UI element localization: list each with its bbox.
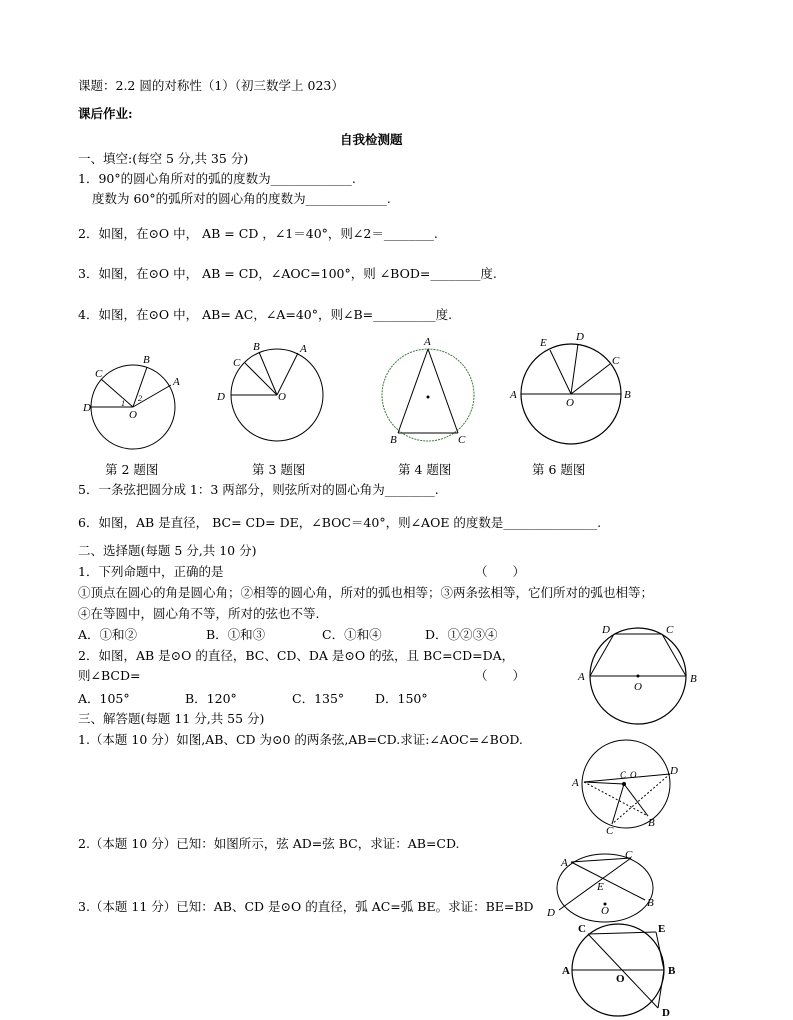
question-1b: 度数为 60°的弧所对的圆心角的度数为_____________. <box>92 191 391 206</box>
mc-q2-option-d: D．150° <box>375 691 428 706</box>
mc-question-1-paren: （ ） <box>475 564 526 579</box>
trap-label-a: A <box>578 671 585 683</box>
question-4: 4．如图，在⊙O 中， AB= AC，∠A=40°，则∠B=__________度. <box>78 307 453 322</box>
mc-q2-option-b: B．120° <box>185 691 237 706</box>
fig6-label-o: O <box>566 397 574 409</box>
p2-label-a: A <box>561 857 568 869</box>
p1-label-d: D <box>670 765 678 777</box>
figure-4 <box>378 335 478 447</box>
fig2-label-2: 2 <box>138 394 142 403</box>
p1-label-a: A <box>572 777 579 789</box>
p2-label-c: C <box>625 849 633 861</box>
fig2-label-a: A <box>173 376 180 388</box>
fig3-label-b: B <box>253 341 260 353</box>
figure-trapezoid <box>578 620 708 730</box>
trap-label-o: O <box>634 681 642 693</box>
question-5: 5．一条弦把圆分成 1：3 两部分，则弦所对的圆心角为________. <box>78 482 439 497</box>
trap-label-d: D <box>602 624 610 636</box>
figure-proof-3 <box>560 918 690 1018</box>
p2-label-e: E <box>597 881 604 893</box>
p1-label-b: B <box>648 817 655 829</box>
fig3-label-a: A <box>300 343 307 355</box>
question-6: 6．如图，AB 是直径， BC= CD= DE，∠BOC＝40°，则∠AOE 的度数是_______________. <box>78 515 602 530</box>
p2-label-o: O <box>601 905 609 917</box>
caption-fig2: 第 2 题图 <box>105 462 159 477</box>
fig2-label-d: D <box>83 402 91 414</box>
mc-question-1: 1．下列命题中，正确的是 <box>78 564 224 579</box>
figure-3 <box>215 340 325 440</box>
trap-label-c: C <box>666 624 674 636</box>
question-3: 3．如图，在⊙O 中， AB = CD，∠AOC=100°，则 ∠BOD=________度. <box>78 266 497 281</box>
section2-heading: 二、选择题(每题 5 分,共 10 分) <box>78 543 257 558</box>
fig2-label-o: O <box>129 409 137 421</box>
p1-label-o: O <box>630 770 637 780</box>
figure-proof-1 <box>570 738 690 838</box>
fig6-label-d: D <box>576 331 584 343</box>
p3-label-a: A <box>562 965 570 977</box>
mc-q2-option-c: C．135° <box>292 691 345 706</box>
fig2-label-c: C <box>95 368 103 380</box>
caption-fig6: 第 6 题图 <box>532 462 586 477</box>
fig6-label-b: B <box>624 389 631 401</box>
proof-question-3: 3.（本题 11 分）已知：AB、CD 是⊙O 的直径，弧 AC=弧 BE。求证：BE=BD <box>78 899 534 914</box>
question-2: 2．如图，在⊙O 中， AB = CD ，∠1＝40°，则∠2＝________. <box>78 226 438 241</box>
mc-question-2-paren: （ ） <box>475 668 526 683</box>
proof-question-1: 1.（本题 10 分）如图,AB、CD 为⊙0 的两条弦,AB=CD.求证:∠AOC=∠BOD. <box>78 732 523 747</box>
fig2-label-1: 1 <box>121 399 125 408</box>
fig3-label-c: C <box>233 357 241 369</box>
homework-label: 课后作业: <box>78 106 133 121</box>
mc-q2-option-a: A．105° <box>78 691 130 706</box>
fig6-label-a: A <box>510 389 517 401</box>
caption-fig4: 第 4 题图 <box>398 462 452 477</box>
p3-label-c: C <box>578 923 586 935</box>
mc-q1-option-c: C．①和④ <box>322 627 382 642</box>
figure-proof-2 <box>545 848 665 928</box>
p1-label-c: C <box>606 825 614 837</box>
mc-question-2b: 则∠BCD= <box>78 668 141 683</box>
page-title: 自我检测题 <box>340 132 403 147</box>
fig3-label-o: O <box>278 391 286 403</box>
fig6-label-c: C <box>612 355 620 367</box>
figure-6 <box>508 330 638 445</box>
mc-q1-option-a: A．①和② <box>78 627 138 642</box>
fig6-label-e: E <box>540 337 547 349</box>
mc-q1-option-d: D．①②③④ <box>425 627 498 642</box>
proof-question-2: 2.（本题 10 分）已知：如图所示，弦 AD=弦 BC，求证：AB=CD. <box>78 836 460 851</box>
p3-label-d: D <box>662 1007 670 1019</box>
fig2-label-b: B <box>143 354 150 366</box>
fig3-label-d: D <box>217 391 225 403</box>
section1-heading: 一、填空:(每空 5 分,共 35 分) <box>78 151 249 166</box>
fig4-label-c: C <box>458 434 466 446</box>
fig4-label-b: B <box>390 434 397 446</box>
section3-heading: 三、解答题(每题 11 分,共 55 分) <box>78 711 265 726</box>
mc-question-1-statements: ①顶点在圆心的角是圆心角；②相等的圆心角，所对的弧也相等；③两条弦相等，它们所对的弧也相等； <box>78 585 654 600</box>
trap-label-b: B <box>690 673 697 685</box>
question-1a: 1．90°的圆心角所对的弧的度数为_____________. <box>78 171 356 186</box>
topic-line: 课题：2.2 圆的对称性（1）（初三数学上 023） <box>78 78 344 93</box>
p2-label-d: D <box>547 907 555 919</box>
figure-2 <box>85 355 185 455</box>
p3-label-b: B <box>668 965 676 977</box>
caption-fig3: 第 3 题图 <box>252 462 306 477</box>
p2-label-b: B <box>647 897 654 909</box>
p1-label-c2: C <box>620 770 627 780</box>
p3-label-o: O <box>616 973 625 985</box>
mc-question-2: 2．如图，AB 是⊙O 的直径，BC、CD、DA 是⊙O 的弦，且 BC=CD=DA， <box>78 648 515 663</box>
p3-label-e: E <box>658 923 666 935</box>
fig4-label-a: A <box>424 336 431 348</box>
mc-question-1-statement4: ④在等圆中，圆心角不等，所对的弦也不等. <box>78 606 320 621</box>
mc-q1-option-b: B．①和③ <box>206 627 266 642</box>
